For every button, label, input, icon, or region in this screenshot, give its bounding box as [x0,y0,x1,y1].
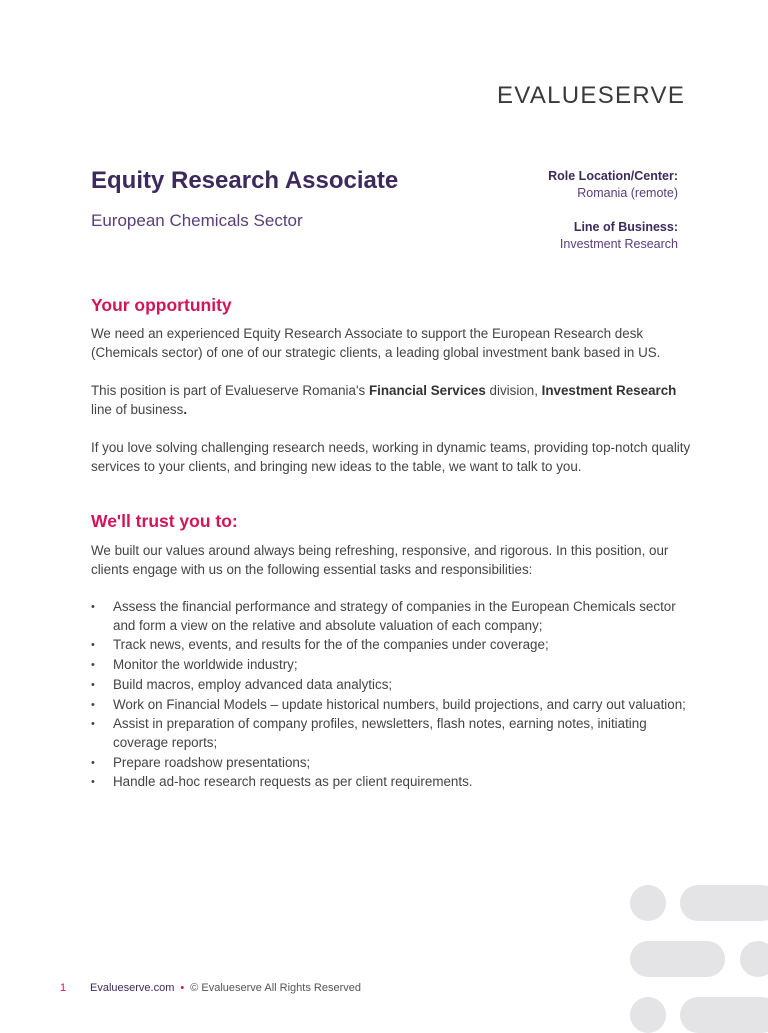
page-number: 1 [60,982,67,994]
page-subtitle: European Chemicals Sector [91,211,303,230]
opportunity-heading: Your opportunity [91,295,232,315]
list-item [91,754,691,773]
opportunity-paragraph-2 [91,381,691,419]
bullet-icon: • [91,718,95,731]
list-item [91,676,691,695]
list-item-text: Work on Financial Models – update historical numbers, build projections, and carry out valuation; [113,696,686,712]
financial-services-bold: Financial Services [368,383,486,398]
decor-circle [630,997,666,1033]
bullet-icon: • [91,756,95,769]
investment-research-bold: Investment Research [541,383,677,398]
list-item [91,773,691,792]
list-item [91,696,691,715]
para2-period: . [183,402,188,417]
bullet-icon: • [91,601,95,613]
copyright-text: © Evalueserve All Rights Reserved [190,982,361,994]
line-of-business-value: Investment Research [559,237,678,251]
page-footer [60,982,361,994]
list-item-text: Prepare roadshow presentations; [113,754,311,770]
trust-intro: We built our values around always being refreshing, responsive, and rigorous. In this position, our clients engage with us on the following essential tasks and responsibilities: [91,543,669,577]
decor-circle [740,941,768,977]
role-location-label: Role Location/Center: [548,169,678,183]
decor-circle [630,885,666,921]
role-location-value: Romania (remote) [577,186,678,200]
decor-pill [680,885,768,921]
list-item [91,636,691,655]
para2-text-e: line of business [91,402,184,417]
list-item-text: Build macros, employ advanced data analytics; [113,676,393,692]
bullet-icon: • [91,659,95,672]
list-item-text: Assess the financial performance and strategy of companies in the European Chemicals sector and form a view on the relative and absolute valuation of each company; [113,599,676,633]
responsibilities-list [91,598,691,793]
list-item-text: Handle ad-hoc research requests as per client requirements. [113,774,473,790]
line-of-business-block [560,219,678,253]
bullet-icon: • [91,776,95,789]
website-link[interactable]: Evalueserve.com [90,982,175,994]
list-item [91,598,691,635]
para2-text-c: division, [485,383,542,398]
list-item [91,715,691,752]
company-logo: EVALUESERVE [497,82,686,109]
page-title: Equity Research Associate [91,167,399,194]
role-location-block [548,168,678,202]
decor-pill [680,997,768,1033]
trust-heading: We'll trust you to: [91,511,238,531]
list-item-text: Track news, events, and results for the of the companies under coverage; [113,637,549,653]
list-item-text: Assist in preparation of company profiles, newsletters, flash notes, earning notes, initiating coverage reports; [113,716,647,750]
bullet-icon: • [91,639,95,652]
para2-text-a: This position is part of Evalueserve Romania's [91,383,369,398]
footer-separator: • [180,982,185,994]
opportunity-paragraph-1: We need an experienced Equity Research Associate to support the European Research desk (Chemicals sector) of one of our strategic clients, a leading global investment bank based in US. [91,326,661,360]
list-item-text: Monitor the worldwide industry; [113,657,298,673]
list-item [91,656,691,675]
opportunity-paragraph-3: If you love solving challenging research needs, working in dynamic teams, providing top-notch quality services to your clients, and bringing new ideas to the table, we want to talk to you. [91,440,691,474]
bullet-icon: • [91,698,95,711]
line-of-business-label: Line of Business: [573,220,678,234]
decor-pill [630,941,725,977]
bullet-icon: • [91,678,95,691]
